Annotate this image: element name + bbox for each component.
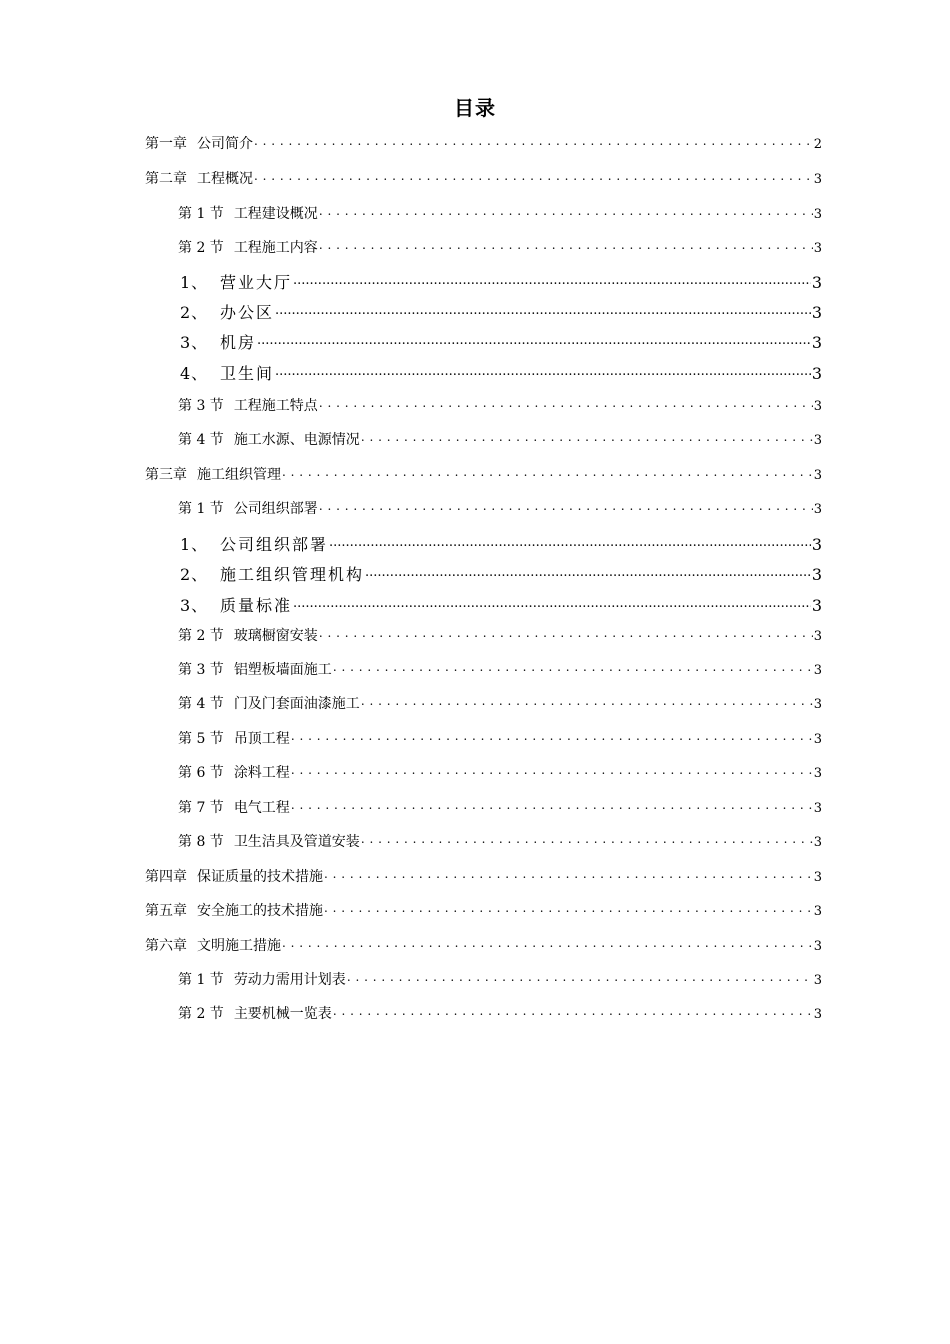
toc-leader-dots bbox=[257, 332, 811, 348]
toc-page-number: 3 bbox=[811, 364, 822, 383]
toc-leader-dots bbox=[319, 396, 813, 410]
toc-page-number: 3 bbox=[813, 870, 822, 885]
toc-page-number: 3 bbox=[813, 172, 822, 187]
toc-entry[interactable] bbox=[178, 797, 822, 817]
toc-entry[interactable] bbox=[145, 464, 822, 484]
toc-entry-label: 1、 bbox=[180, 273, 209, 292]
toc-entry-title: 办公区 bbox=[220, 303, 275, 322]
toc-entry[interactable] bbox=[178, 659, 822, 679]
toc-page-number: 3 bbox=[813, 468, 822, 483]
toc-page-number: 3 bbox=[813, 399, 822, 414]
toc-entry-label: 2、 bbox=[180, 303, 209, 322]
toc-title: 目录 bbox=[454, 96, 496, 120]
toc-page-number: 3 bbox=[813, 241, 822, 256]
toc-entry[interactable] bbox=[178, 429, 822, 449]
toc-leader-dots bbox=[361, 694, 813, 708]
toc-entry-label: 4、 bbox=[180, 364, 209, 383]
toc-entry[interactable] bbox=[145, 866, 822, 886]
toc-entry-label: 第六章 bbox=[145, 938, 187, 954]
toc-entry[interactable] bbox=[178, 762, 822, 782]
toc-leader-dots bbox=[361, 430, 813, 444]
toc-page-number: 3 bbox=[811, 303, 822, 322]
toc-page-number: 3 bbox=[811, 565, 822, 584]
toc-leader-dots bbox=[319, 238, 813, 252]
toc-entry-title: 施工组织管理机构 bbox=[220, 565, 365, 584]
toc-entry-title: 卫生洁具及管道安装 bbox=[233, 834, 360, 850]
toc-entry[interactable] bbox=[178, 625, 822, 645]
toc-entry-title: 文明施工措施 bbox=[197, 938, 281, 954]
toc-entry-title: 营业大厅 bbox=[220, 273, 293, 292]
toc-entry[interactable] bbox=[145, 168, 822, 188]
toc-page-number: 3 bbox=[813, 904, 822, 919]
toc-entry-label: 第 4 节 bbox=[178, 696, 224, 712]
toc-entry-title: 工程建设概况 bbox=[233, 206, 318, 222]
toc-entry-label: 第 1 节 bbox=[178, 206, 224, 222]
toc-entry-label: 第 3 节 bbox=[178, 662, 224, 678]
toc-entry-title: 电气工程 bbox=[233, 800, 290, 816]
toc-entry-title: 公司组织部署 bbox=[233, 501, 318, 517]
toc-entry-title: 主要机械一览表 bbox=[233, 1006, 332, 1022]
toc-entry[interactable] bbox=[180, 532, 822, 555]
toc-entry[interactable] bbox=[178, 395, 822, 415]
toc-entry-label: 第 6 节 bbox=[178, 765, 224, 781]
toc-leader-dots bbox=[319, 499, 813, 513]
toc-leader-dots bbox=[333, 660, 813, 674]
toc-leader-dots bbox=[293, 272, 811, 288]
toc-entry-label: 第 1 节 bbox=[178, 501, 224, 517]
toc-entry-title: 机房 bbox=[220, 333, 257, 352]
toc-leader-dots bbox=[324, 901, 813, 915]
toc-entry-label: 第三章 bbox=[145, 467, 187, 483]
toc-entry[interactable] bbox=[180, 270, 822, 293]
toc-entry[interactable] bbox=[145, 935, 822, 955]
toc-entry[interactable] bbox=[178, 237, 822, 257]
toc-page-number: 2 bbox=[813, 137, 822, 152]
toc-leader-dots bbox=[282, 465, 813, 479]
toc-entry-label: 第 4 节 bbox=[178, 432, 224, 448]
toc-page-number: 3 bbox=[813, 973, 822, 988]
toc-leader-dots bbox=[291, 763, 813, 777]
toc-entry-label: 第 7 节 bbox=[178, 800, 224, 816]
toc-entry-title: 劳动力需用计划表 bbox=[233, 972, 346, 988]
toc-page-number: 3 bbox=[813, 1007, 822, 1022]
toc-entry-label: 第 5 节 bbox=[178, 731, 224, 747]
toc-entry-label: 2、 bbox=[180, 565, 209, 584]
toc-leader-dots bbox=[275, 363, 811, 379]
toc-page-number: 3 bbox=[813, 835, 822, 850]
toc-entry[interactable] bbox=[178, 203, 822, 223]
toc-entry-title: 保证质量的技术措施 bbox=[197, 869, 323, 885]
toc-page-number: 3 bbox=[811, 535, 822, 554]
toc-entry[interactable] bbox=[180, 330, 822, 353]
toc-entry-title: 铝塑板墙面施工 bbox=[233, 662, 332, 678]
toc-entry[interactable] bbox=[145, 900, 822, 920]
toc-entry-title: 公司组织部署 bbox=[220, 535, 329, 554]
toc-entry-title: 工程概况 bbox=[197, 171, 253, 187]
toc-entry-title: 卫生间 bbox=[220, 364, 275, 383]
toc-leader-dots bbox=[282, 936, 813, 950]
toc-entry[interactable] bbox=[178, 969, 822, 989]
toc-entry-label: 第 8 节 bbox=[178, 834, 224, 850]
toc-entry-label: 第 2 节 bbox=[178, 1006, 224, 1022]
toc-leader-dots bbox=[293, 595, 811, 611]
toc-entry[interactable] bbox=[178, 831, 822, 851]
toc-leader-dots bbox=[319, 204, 813, 218]
toc-leader-dots bbox=[291, 729, 813, 743]
toc-entry-label: 第四章 bbox=[145, 869, 187, 885]
toc-page-number: 3 bbox=[811, 596, 822, 615]
toc-entry[interactable] bbox=[180, 562, 822, 585]
toc-page-number: 3 bbox=[813, 207, 822, 222]
toc-entry-label: 第 1 节 bbox=[178, 972, 224, 988]
toc-entry-label: 第五章 bbox=[145, 903, 187, 919]
toc-entry-title: 门及门套面油漆施工 bbox=[233, 696, 360, 712]
toc-entry-label: 3、 bbox=[180, 333, 209, 352]
toc-entry[interactable] bbox=[178, 498, 822, 518]
toc-entry-label: 3、 bbox=[180, 596, 209, 615]
toc-entry-title: 玻璃橱窗安装 bbox=[233, 628, 318, 644]
toc-entry-label: 第一章 bbox=[145, 136, 187, 152]
toc-page-number: 3 bbox=[813, 697, 822, 712]
toc-entry-title: 施工水源、电源情况 bbox=[233, 432, 360, 448]
toc-page-number: 3 bbox=[813, 766, 822, 781]
toc-leader-dots bbox=[319, 626, 813, 640]
toc-page-number: 3 bbox=[813, 433, 822, 448]
toc-leader-dots bbox=[291, 798, 813, 812]
toc-entry[interactable] bbox=[178, 728, 822, 748]
toc-entry[interactable] bbox=[145, 133, 822, 153]
toc-leader-dots bbox=[329, 534, 811, 550]
toc-leader-dots bbox=[347, 970, 813, 984]
toc-leader-dots bbox=[254, 134, 813, 148]
toc-entry[interactable] bbox=[180, 361, 822, 384]
toc-page-number: 3 bbox=[813, 732, 822, 747]
toc-entry-label: 第 3 节 bbox=[178, 398, 224, 414]
toc-entry-title: 吊顶工程 bbox=[233, 731, 290, 747]
toc-entry[interactable] bbox=[178, 1003, 822, 1023]
toc-entry[interactable] bbox=[180, 593, 822, 616]
toc-entry[interactable] bbox=[180, 300, 822, 323]
toc-leader-dots bbox=[254, 169, 813, 183]
toc-leader-dots bbox=[361, 832, 813, 846]
toc-page-number: 3 bbox=[811, 273, 822, 292]
toc-page-number: 3 bbox=[813, 629, 822, 644]
toc-page-number: 3 bbox=[813, 801, 822, 816]
toc-entry-title: 涂料工程 bbox=[233, 765, 290, 781]
toc-leader-dots bbox=[333, 1004, 813, 1018]
toc-entry-title: 工程施工特点 bbox=[233, 398, 318, 414]
toc-entry-title: 公司简介 bbox=[197, 136, 253, 152]
toc-page-number: 3 bbox=[813, 663, 822, 678]
toc-entry[interactable] bbox=[178, 693, 822, 713]
toc-leader-dots bbox=[365, 564, 811, 580]
toc-leader-dots bbox=[324, 867, 813, 881]
toc-entry-title: 质量标准 bbox=[220, 596, 293, 615]
toc-entry-label: 第二章 bbox=[145, 171, 187, 187]
toc-entry-label: 1、 bbox=[180, 535, 209, 554]
toc-entry-title: 工程施工内容 bbox=[233, 240, 318, 256]
toc-page-number: 3 bbox=[811, 333, 822, 352]
toc-entry-title: 施工组织管理 bbox=[197, 467, 281, 483]
toc-entry-title: 安全施工的技术措施 bbox=[197, 903, 323, 919]
toc-leader-dots bbox=[275, 302, 811, 318]
toc-entry-label: 第 2 节 bbox=[178, 628, 224, 644]
toc-page-number: 3 bbox=[813, 939, 822, 954]
toc-page-number: 3 bbox=[813, 502, 822, 517]
toc-entry-label: 第 2 节 bbox=[178, 240, 224, 256]
